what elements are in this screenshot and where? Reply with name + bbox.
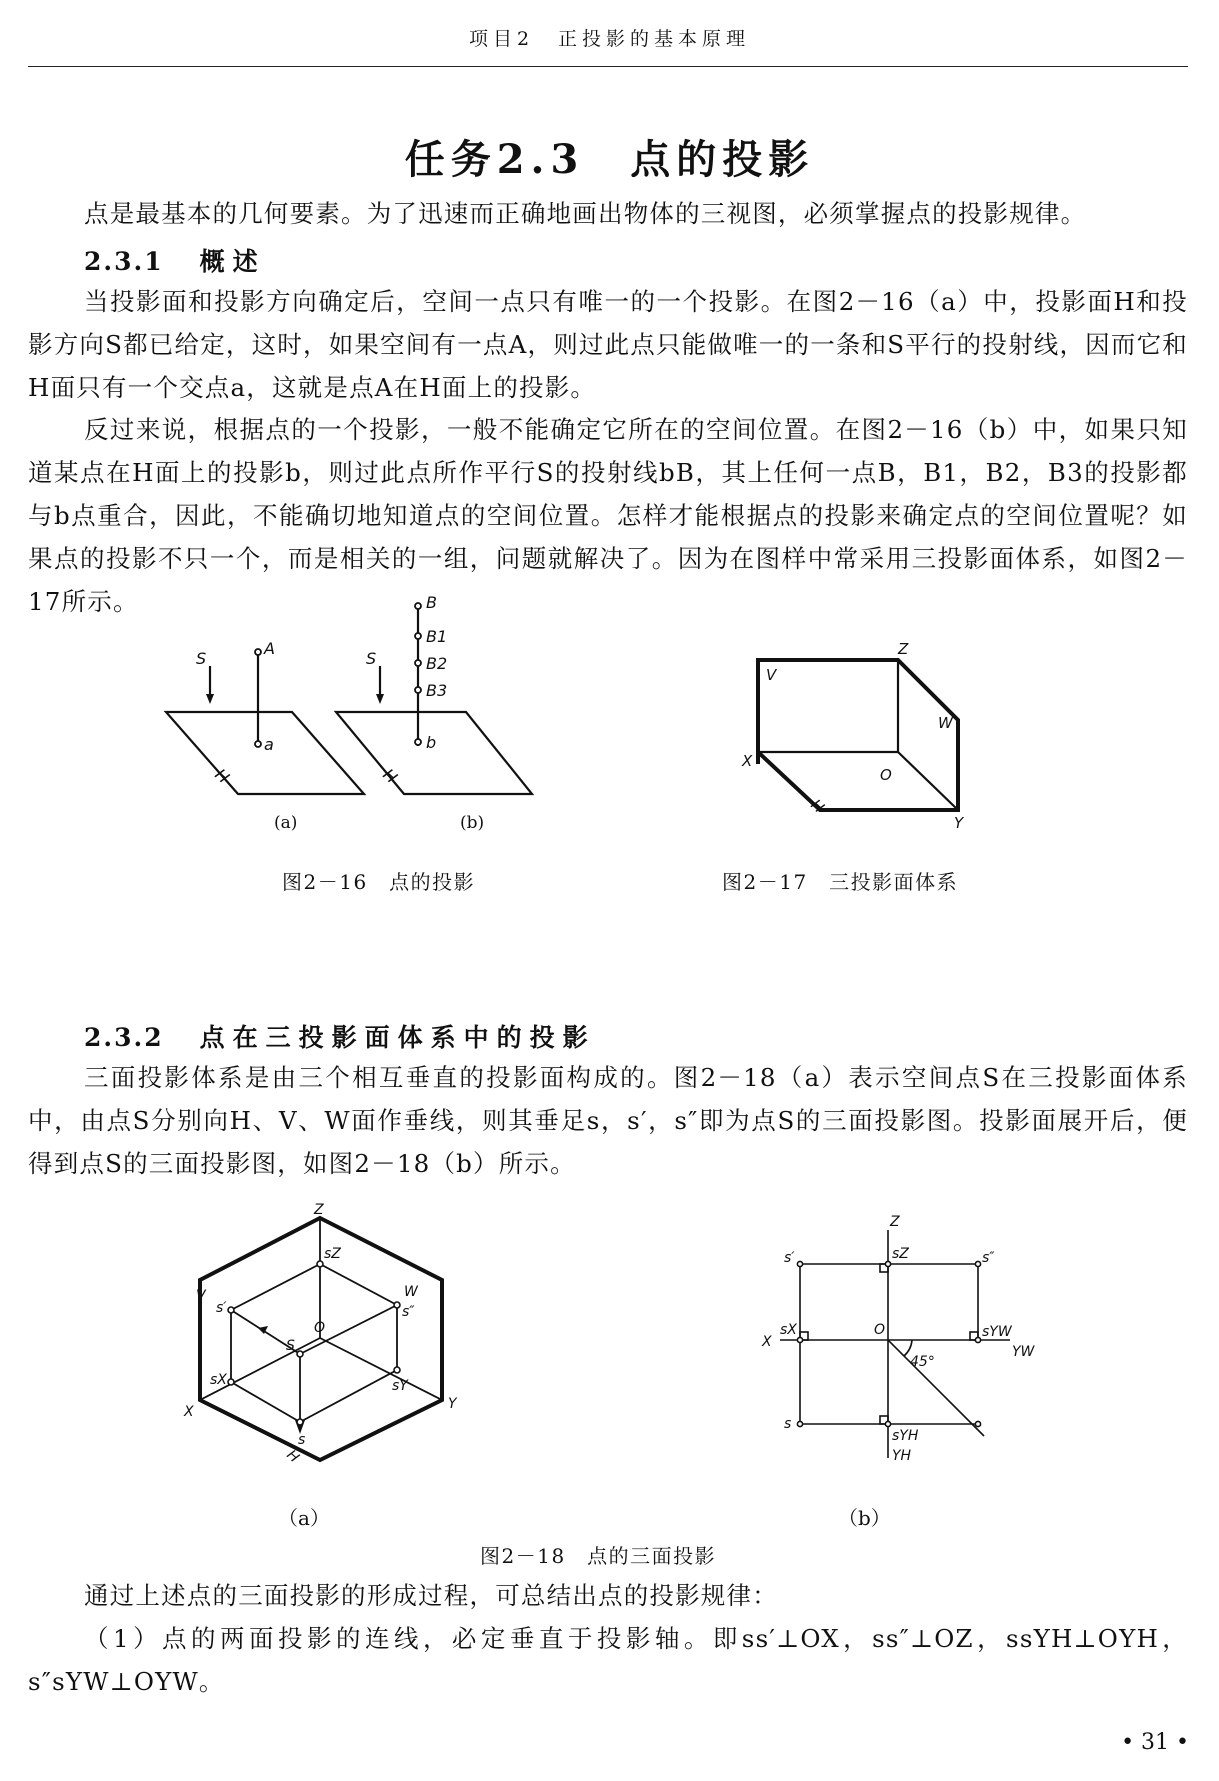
paragraph-2: 反过来说，根据点的一个投影，一般不能确定它所在的空间位置。在图2－16（b）中，如果只知道某点在H面上的投影b，则过此点所作平行S的投射线bB，其上任何一点B，B1，B2，B3的投影都与b点重合，因此，不能确切地知道点的空间位置。怎样才能根据点的投影来确定点的空间位置呢？如果点的投影不只一个，而是相关的一组，问题就解决了。因为在图样中常采用三投影面体系，如图2－17所示。 bbox=[28, 415, 1188, 616]
label-O: O bbox=[880, 766, 892, 784]
caption-fig-2-17: 图2－17 三投影面体系 bbox=[722, 870, 959, 894]
label-sYH: sYH bbox=[892, 1428, 919, 1444]
label-Z: Z bbox=[898, 640, 909, 658]
label-s-double: s″ bbox=[402, 1304, 415, 1320]
intro-paragraph: 点是最基本的几何要素。为了迅速而正确地画出物体的三视图，必须掌握点的投影规律。 bbox=[84, 199, 1087, 228]
label-V: V bbox=[196, 1288, 206, 1304]
label-B1: B1 bbox=[426, 627, 448, 646]
label-X: X bbox=[184, 1404, 194, 1420]
sub-caption-a: (a) bbox=[274, 813, 298, 833]
label-S-b: S bbox=[366, 649, 377, 668]
header-rule bbox=[28, 66, 1188, 67]
heading-text: 点在三投影面体系中的投影 bbox=[199, 1023, 596, 1052]
sub-caption-2-18b: （b） bbox=[838, 1506, 891, 1530]
heading-2-3-1 bbox=[84, 242, 266, 278]
label-B: B bbox=[426, 593, 437, 612]
label-sZ: sZ bbox=[892, 1246, 909, 1262]
heading-number: 2.3.1 bbox=[84, 247, 164, 276]
label-sZ: sZ bbox=[324, 1246, 341, 1262]
caption-fig-2-16: 图2－16 点的投影 bbox=[282, 870, 476, 894]
label-s-double: s″ bbox=[982, 1250, 995, 1266]
label-45deg: 45° bbox=[910, 1354, 935, 1370]
label-X: X bbox=[762, 1334, 772, 1350]
label-Y: Y bbox=[954, 814, 964, 832]
label-B3: B3 bbox=[426, 681, 448, 700]
label-sYW: sYW bbox=[982, 1324, 1012, 1340]
label-H: H bbox=[807, 795, 828, 817]
label-A: A bbox=[264, 639, 275, 658]
label-s: s bbox=[784, 1416, 792, 1432]
label-O: O bbox=[314, 1320, 326, 1336]
figure-2-16 bbox=[160, 593, 600, 846]
label-O: O bbox=[874, 1322, 886, 1338]
label-W: W bbox=[404, 1284, 418, 1300]
label-s-prime: s′ bbox=[784, 1250, 795, 1266]
label-S-a: S bbox=[196, 649, 207, 668]
label-W: W bbox=[938, 714, 953, 732]
label-X: X bbox=[742, 752, 753, 770]
label-YW: YW bbox=[1012, 1344, 1035, 1360]
label-sX: sX bbox=[780, 1322, 797, 1338]
figure-2-18a bbox=[170, 1202, 470, 1467]
sub-caption-b: (b) bbox=[460, 813, 485, 833]
heading-text: 概述 bbox=[199, 247, 266, 276]
label-H-a: H bbox=[211, 764, 233, 788]
label-S: S bbox=[286, 1338, 295, 1354]
paragraph-1: 当投影面和投影方向确定后，空间一点只有唯一的一个投影。在图2－16（a）中，投影面H和投影方向S都已给定，这时，如果空间有一点A，则过此点只能做唯一的一条和S平行的投射线，因而它和H面只有一个交点a，这就是点A在H面上的投影。 bbox=[28, 287, 1188, 402]
label-B2: B2 bbox=[426, 654, 448, 673]
label-s: s bbox=[298, 1432, 306, 1448]
label-Z: Z bbox=[890, 1214, 900, 1230]
paragraph-3: 三面投影体系是由三个相互垂直的投影面构成的。图2－18（a）表示空间点S在三投影面体系中，由点S分别向H、V、W面作垂线，则其垂足s，s′，s″即为点S的三面投影图。投影面展开后，便得到点S的三面投影图，如图2－18（b）所示。 bbox=[28, 1063, 1188, 1178]
heading-2-3-2 bbox=[84, 1018, 596, 1054]
label-s-prime: s′ bbox=[216, 1300, 227, 1316]
label-sX: sX bbox=[210, 1372, 227, 1388]
section-title: 任务2.3 点的投影 bbox=[404, 136, 815, 183]
label-a: a bbox=[264, 735, 274, 754]
label-sY: sY bbox=[392, 1378, 408, 1394]
label-Z: Z bbox=[314, 1202, 324, 1218]
caption-fig-2-18: 图2－18 点的三面投影 bbox=[480, 1544, 717, 1568]
label-Y: Y bbox=[448, 1396, 457, 1412]
heading-number: 2.3.2 bbox=[84, 1023, 164, 1052]
figure-2-18b bbox=[740, 1214, 1040, 1464]
page-number: • 31 • bbox=[1121, 1730, 1189, 1755]
sub-caption-2-18a: （a） bbox=[278, 1506, 330, 1530]
paragraph-5: （1）点的两面投影的连线，必定垂直于投影轴。即ss′⊥OX，ss″⊥OZ，ssYH⊥OYH，s″sYW⊥OYW。 bbox=[28, 1624, 1188, 1696]
figure-2-17 bbox=[740, 640, 990, 850]
label-H-b: H bbox=[379, 764, 401, 788]
paragraph-4: 通过上述点的三面投影的形成过程，可总结出点的投影规律： bbox=[84, 1581, 778, 1610]
label-V: V bbox=[766, 666, 777, 684]
label-b: b bbox=[426, 733, 437, 752]
label-YH: YH bbox=[892, 1448, 912, 1464]
label-H: H bbox=[283, 1447, 302, 1467]
running-header: 项目2 正投影的基本原理 bbox=[468, 28, 751, 50]
plane-h-b bbox=[336, 712, 532, 794]
